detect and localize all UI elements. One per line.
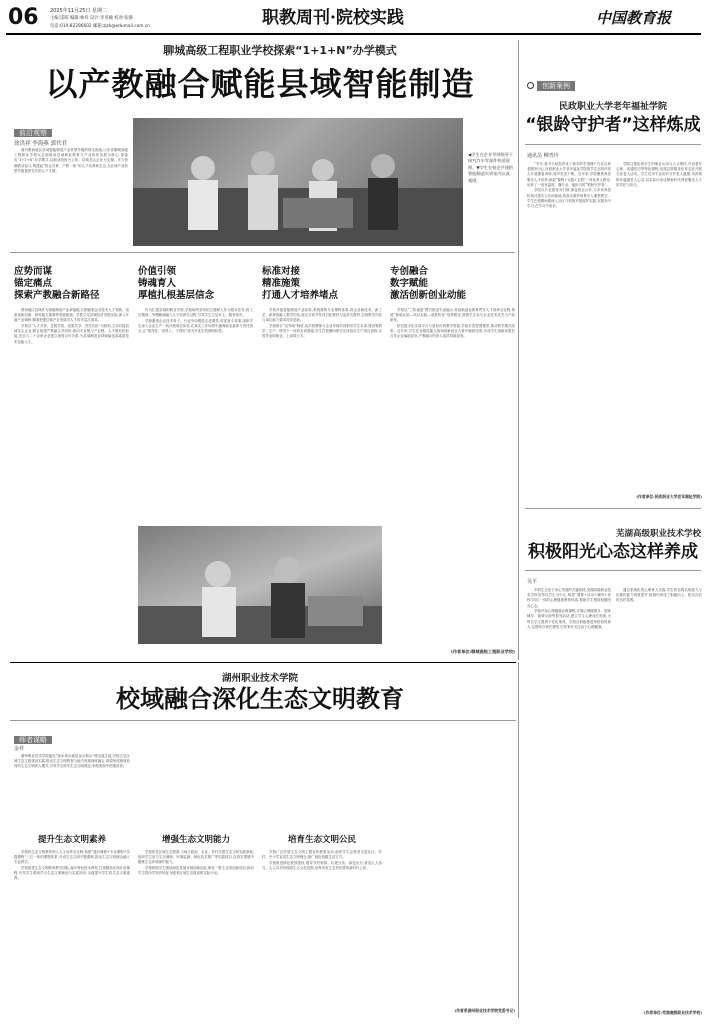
- lead-section-1-p1: 鲁西地区县域作为智能制造产业承接地,长期面临企业技术人才短缺、设备更新迟缓、研发能力薄弱等发展瓶颈。学校立足县域经济发展实际,深入开展产业调研,精准把握区域产业发展对人才的多层次需求。: [14, 308, 129, 323]
- lower-tag-label: 师者谋略: [14, 736, 52, 744]
- lower-section-3-p2: 学校推进绿色校园建设,倡导节约资源、垃圾分类、绿色出行,营造人人参与、人人共享的校园生态文化氛围,培养具有生态责任感的新时代公民。: [262, 860, 382, 870]
- lead-kicker: 聊城高级工程职业学校探索“1+1+N”办学模式: [163, 44, 397, 57]
- lead-section-3-p1: 学校对接智能制造产业标准,系统重构专业课程体系,将企业新技术、新工艺、新规范融入教学内容,校企共同开发项目化教材与活页式教材,实现教学内容与岗位能力要求同步更新。: [262, 308, 382, 323]
- date-line: 2025年11月25日 星期二: [50, 8, 108, 14]
- right-mid-p2: 学校开设心理健康必修课程,开展心理健康月、团体辅导、朋辈互助等系列活动,建立学生心理成长档案,为每位学生提供个性化指导。学校还积极推进家校协同育人,定期举办家长课堂,引导家长关注孩子心理健康。: [527, 609, 611, 629]
- lower-section-2-p1: 学校依托区域生态资源,与地方政府、企业、乡村共建生态文明实践基地,组织学生参与生态调研、环境监测、绿色技术推广等实践项目,在真实情境中锻炼生态环境保护能力。: [138, 850, 254, 865]
- lower-tag: [14, 727, 52, 746]
- lower-section-2-title: 增强生态文明能力: [161, 835, 230, 845]
- right-tag-label: 创新案例: [537, 81, 575, 91]
- lead-photo: [133, 118, 463, 246]
- right-school: 民政职业大学老年福祉学院: [558, 102, 667, 112]
- right-tag: [527, 74, 575, 93]
- right-body-col1: [527, 162, 611, 490]
- right-mid-body-col2: [616, 588, 702, 1008]
- masthead-rule: [6, 33, 701, 35]
- edit-line: 主编:雷晖 编辑:林祥 设计:李亚楠 校对:张静: [50, 16, 133, 21]
- lead-section-2-p1: 作为扎根县域的职业学校,学校始终坚持把立德树人作为根本任务,将工匠精神、劳模精神融入人才培养全过程,引导学生立足本土、服务家乡。: [138, 308, 253, 318]
- lower-author: (作者系湖州职业技术学院党委书记): [454, 1008, 515, 1013]
- lead-section-1-title: 应势而谋 锚定痛点 探索产教融合新路径: [14, 266, 100, 301]
- section-title: 职教周刊·院校实践: [262, 8, 404, 28]
- lead-tag-label: 前沿观察: [14, 129, 52, 137]
- right-mid-school: 芜湖高级职业技术学校: [615, 529, 701, 539]
- lower-school: 湖州职业技术学院: [221, 673, 298, 684]
- lower-intro-text: 湖州职业技术学院地处“绿水青山就是金山银山”理念诞生地,学校立足区域生态文明建设实践,推动生态文明教育与地方资源深度融合,探索形成校域协同的生态文明育人模式,引导学生树牢生态文明理念,争做美丽中国建设者。: [14, 754, 130, 769]
- lead-photo-caption: ◀学生在企业导师指导下探究汽车零部件构造原理。▼学生在校企共建的智能制造实训室内认真观摩。: [468, 152, 514, 183]
- lead-section-4-p2: 依托数字化实训平台与虚拟仿真教学资源,学校打造智慧课堂,推动教学模式改革。近年来,学生在各级技能大赛和创新创业大赛中屡获佳绩,多项学生创新成果在合作企业落地应用,产教融合的育人成效持续显现。: [390, 324, 515, 339]
- right-mid-headline: 积极阳光心态这样养成: [528, 542, 698, 562]
- lead-section-2-body: [138, 308, 253, 522]
- right-body-p2: 学院以专业建设为引领,深化校企合作,与多家养老机构共建实习实训基地,将真实照护场景引入课堂教学。学生在校期间即深入社区与机构开展照护实践,在服务中学习,在学习中成长。: [527, 188, 611, 209]
- lead-section-2-p2: 学校邀请企业技术骨干、行业劳动模范走进课堂,讲述奋斗故事,组织学生深入企业生产一线开展岗位体验,在真实工作场景中涵养职业素养与责任担当,让“留得住、用得上、干得好”成为毕业生的鲜明标签。: [138, 318, 253, 334]
- lower-section-1-p1: 学校将生态文明教育纳入人才培养全过程,构建“通识课程+专业课程+实践课程”三位一体的课程体系,开设生态文明专题课程,推动生态文明理念融入专业教学。: [14, 850, 130, 865]
- lead-section-2-title: 价值引领 铸魂育人 厚植扎根基层信念: [138, 266, 215, 301]
- right-mid-byline: 吴平: [527, 579, 538, 585]
- lower-section-1-p2: 学校组建生态文明教育教学团队,编写特色校本教材,打造精品在线开放课程,引导学生系统学习生态文明理论与实践知识,全面提升学生的生态文明素养。: [14, 866, 130, 881]
- lead-section-1-body: [14, 308, 129, 660]
- lead-intro-text: 面对鲁西地区县域智能制造产业转型升级的现实挑战,山东省聊城高级工程职业学校以全面推动县域职业教育与产业协同发展为核心,探索出“1+1+N”办学模式,以职业院校为主体、县域龙头企业为支撑、多方资源联动参与,构建起“校企共育、产教一体”的人才培养新生态,为区域产业转型升级提供坚实的人才支撑。: [14, 148, 128, 173]
- right-mid-author: (作者单位:芜湖高级职业技术学校): [643, 1010, 702, 1015]
- lead-intro: [14, 148, 128, 240]
- right-tag-wrap: [527, 81, 575, 91]
- lower-section-2-body: [138, 850, 254, 1018]
- lower-rule: [10, 720, 516, 721]
- lead-rule: [10, 252, 515, 253]
- right-mid-p3: 通过系统化的心理育人实践,学生的自我认知能力与抗挫折能力明显提升,校园内形成了积极向上、阳光自信的良好氛围。: [616, 588, 702, 603]
- lower-section-3-title: 培育生态文明公民: [287, 835, 356, 845]
- lower-section-3-p1: 学校广泛开展生态文明主题宣传教育活动,组织学生志愿者走进社区、乡村、中小学宣讲生态文明理念,推广绿色低碳生活方式。: [262, 850, 382, 860]
- lower-section-3-body: [262, 850, 382, 1006]
- lead-section-4-p1: 学校以“三阶递进”模式推进专创融合,将创新创业教育贯穿人才培养全过程,构建“基础认知—项目实践—成果转化”培养路径,鼓励学生参与企业技术攻关与产品研发。: [390, 308, 515, 323]
- right-body-p1: “爷爷,我今天给您带来了新学的手指操!”在社区养老服务中心,民政职业大学老年福祉学院的学生正陪伴老人开展康复训练,欢声笑语不断。近年来,学院聚焦养老服务人才培养,探索“课程+实践+志愿”一体化育人路径,培养了一批有温度、懂专业、能担当的“银龄守护者”。: [527, 162, 611, 187]
- right-author: (作者单位:民政职业大学老年福祉学院): [636, 494, 702, 499]
- lead-section-4-body: [390, 308, 515, 646]
- lead-section-4-title: 专创融合 数字赋能 激活创新创业动能: [390, 266, 467, 301]
- lead-byline: 徐洪祥 李海燕 郭代君: [14, 141, 67, 147]
- workshop-photo-icon: [133, 118, 463, 246]
- right-mid-body-col1: [527, 588, 611, 1008]
- newspaper-logo: 中国教育报: [596, 9, 672, 27]
- lab-photo-icon: [138, 526, 382, 644]
- lower-intro: [14, 754, 130, 830]
- right-mid-rule-2: [525, 570, 701, 571]
- lead-section-3-title: 标准对接 精准施策 打通人才培养堵点: [262, 266, 339, 301]
- right-byline: 通讯员 柳青玲: [527, 153, 559, 159]
- right-mid-p1: 中职生正处于身心发展的关键阶段,芜湖高级职业技术学校坚持以学生为中心,构建“课程+活动+辅导+家校”四位一体的心理健康教育体系,帮助学生塑造积极阳光心态。: [527, 588, 611, 608]
- lead-author: (作者单位:聊城高级工程职业学校): [450, 649, 515, 654]
- contact-line: 电话:010-82296602 邮箱:zjzk@edumail.com.cn: [50, 24, 150, 29]
- lead-headline: 以产教融合赋能县域智能制造: [45, 65, 475, 103]
- lead-photo-2: [138, 526, 382, 644]
- right-mid-rule: [525, 508, 701, 509]
- column-divider: [518, 40, 519, 660]
- lower-byline: 金祥: [14, 746, 25, 752]
- lower-divider: [518, 662, 519, 1018]
- right-headline: “银龄守护者”这样炼成: [525, 115, 701, 135]
- lead-section-3-body: [262, 308, 382, 522]
- page-number: 06: [8, 5, 39, 30]
- circle-icon: [527, 82, 534, 89]
- lead-section-1-p2: 学校以“人才共育、过程共管、成果共享、责任共担”为原则,主动对接县域龙头企业,联合组建产教融合共同体,推动专业链与产业链、人才链有机衔接,先后与二十余家企业建立深度合作关系,为县域制造业持续输送高素质技术技能人才。: [14, 324, 129, 344]
- right-rule: [525, 144, 701, 145]
- lower-section-1-body: [14, 850, 130, 1018]
- lead-section-3-p2: 学校推行“双导师”制度,由学校教师与企业导师共同指导学生实训,建设集教学、生产、研发于一体的实训基地,学生在校期间即可完成真实生产项目训练,实现毕业即就业、上岗即上手。: [262, 324, 382, 339]
- lower-headline: 校域融合深化生态文明教育: [116, 685, 404, 713]
- lead-tag: [14, 120, 52, 139]
- lower-section-2-p2: 学校鼓励学生围绕绿色发展开展创新创业,孵化一批生态类创新项目,推动学生将所学知识转化为服务区域生态建设的实际行动。: [138, 866, 254, 876]
- lower-top-rule: [10, 662, 516, 663]
- lower-section-1-title: 提升生态文明素养: [37, 835, 106, 845]
- right-body-col2: [616, 162, 702, 490]
- right-body-p3: 学院注重培育学生的职业认同与人文情怀,开设老年心理、沟通技巧等特色课程,组建志愿服务队常态化开展关爱老人活动。学生们用专业知识守护老人健康,用真情陪伴温暖老人心灵,以实际行动诠释新时代养老服务人才的责任与担当。: [616, 162, 702, 187]
